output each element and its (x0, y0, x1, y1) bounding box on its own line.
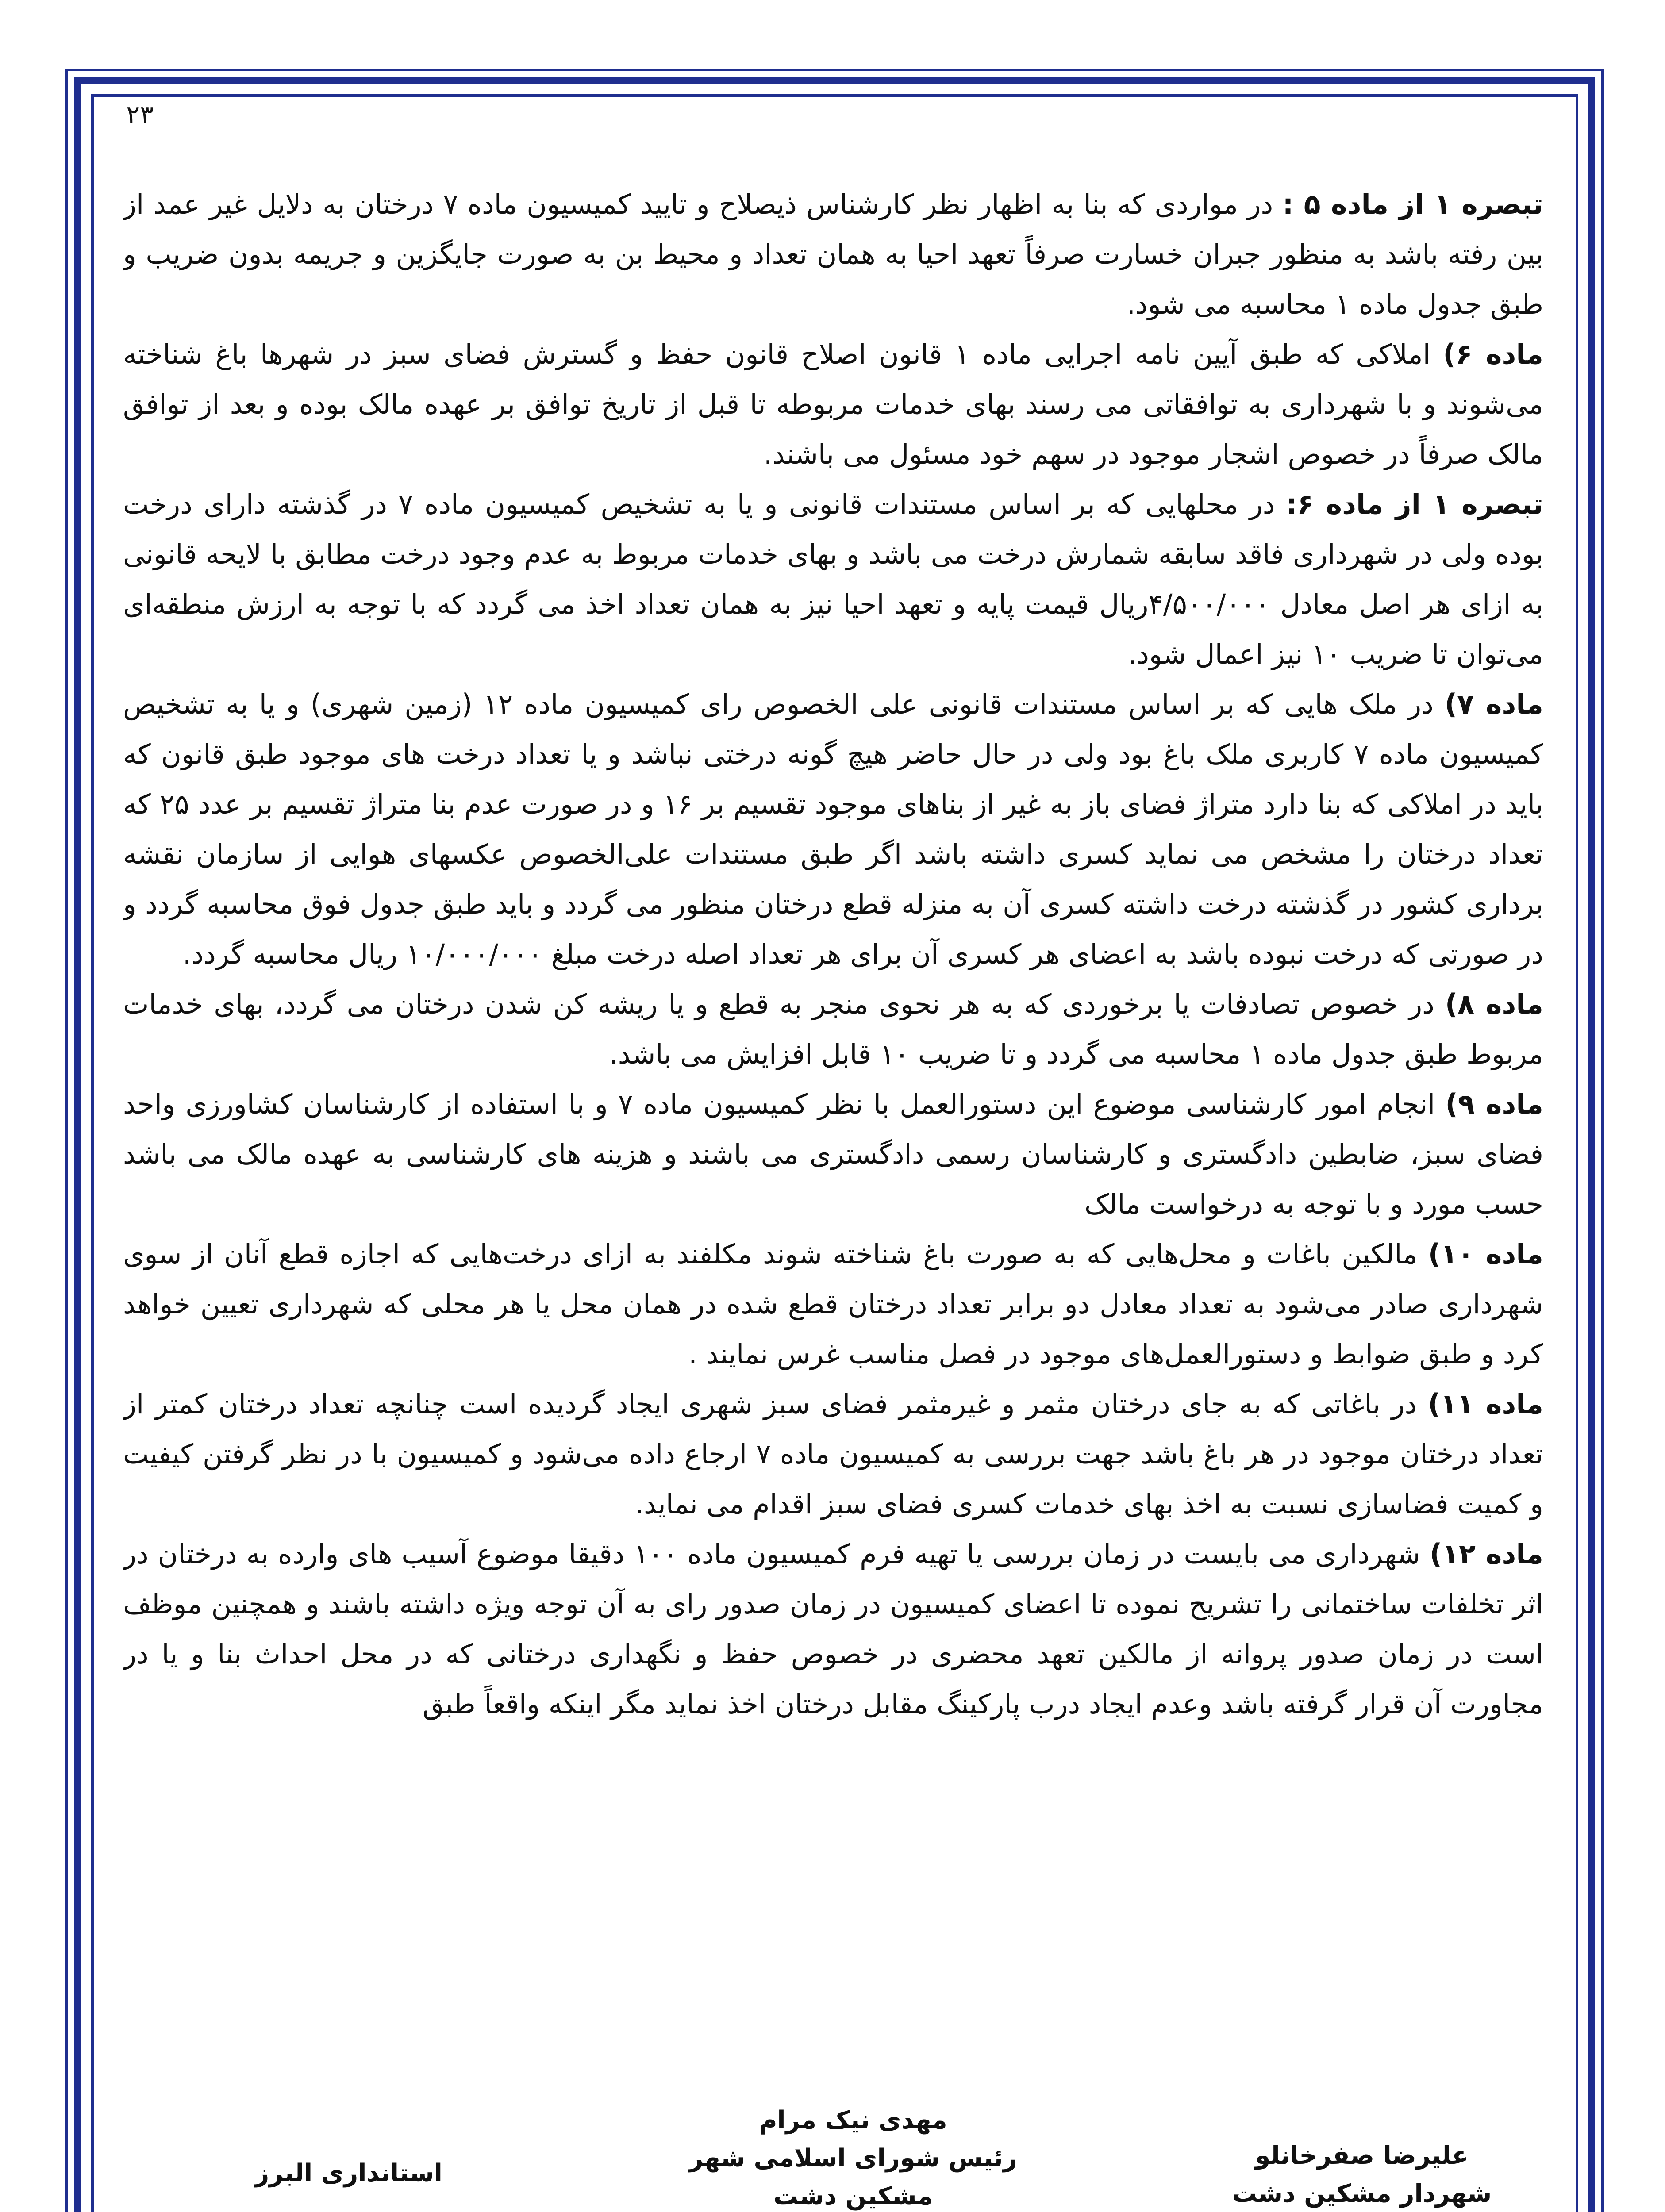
paragraph-article-12 (123, 1529, 1543, 1729)
paragraph-heading: تبصره ۱ از ماده ۵ : (1282, 188, 1543, 220)
paragraph-heading: ماده ۹) (1445, 1088, 1543, 1120)
paragraph-heading: تبصره ۱ از ماده ۶: (1286, 488, 1543, 520)
paragraph-text: املاکی که طبق آیین نامه اجرایی ماده ۱ قانون اصلاح قانون حفظ و گسترش فضای سبز در شهرها باغ شناخته می‌شوند و با شهرداری به توافقاتی می رسند بهای خدمات مربوطه تا قبل از تاریخ توافق بر عهده مالک بوده و بعد از توافق مالک صرفاً در خصوص اشجار موجود در سهم خود مسئول می باشند. (123, 338, 1543, 470)
paragraph-text: در باغاتی که به جای درختان مثمر و غیرمثمر فضای سبز شهری ایجاد گردیده است چنانچه تعداد درختان کمتر از تعداد درختان موجود در هر باغ باشد جهت بررسی به کمیسیون ماده ۷ ارجاع داده می‌شود و کمیسیون با در نظر گرفتن کیفیت و کمیت فضاسازی نسبت به اخذ بهای خدمات کسری فضای سبز اقدام می نماید. (123, 1388, 1543, 1520)
paragraph-article-6 (123, 329, 1543, 479)
page-number: ۲۳ (126, 100, 154, 130)
paragraph-heading: ماده ۸) (1445, 988, 1543, 1020)
signatory-city: مشکین دشت (773, 2182, 933, 2211)
document-body (123, 179, 1543, 2059)
paragraph-note-1-article-5 (123, 179, 1543, 329)
paragraph-text: در ملک هایی که بر اساس مستندات قانونی علی الخصوص رای کمیسیون ماده ۱۲ (زمین شهری) و یا به تشخیص کمیسیون ماده ۷ کاربری ملک باغ بود ولی در حال حاضر هیچ گونه درختی نباشد و یا تعداد درخت های موجود طبق قانون که باید در املاکی که بنا دارد متراژ فضای باز به غیر از بناهای موجود تقسیم بر ۱۶ و در صورت عدم بنا متراژ تقسیم بر عدد ۲۵ که تعداد درختان را مشخص می نماید کسری داشته باشد اگر طبق مستندات علی‌الخصوص عکسهای هوایی از سازمان نقشه برداری کشور در گذشته درخت داشته کسری آن به منزله قطع درختان منظور می گردد و باید طبق جدول فوق محاسبه گردد و در صورتی که درخت نبوده باشد به اعضای هر کسری آن برای هر تعداد اصله درخت مبلغ ۱۰/۰۰۰/۰۰۰ ریال محاسبه گردد. (123, 688, 1543, 970)
paragraph-text: در خصوص تصادفات یا برخوردی که به هر نحوی منجر به قطع و یا ریشه کن شدن درختان می گردد، بهای خدمات مربوط طبق جدول ماده ۱ محاسبه می گردد و تا ضریب ۱۰ قابل افزایش می باشد. (123, 988, 1543, 1070)
paragraph-article-11 (123, 1379, 1543, 1529)
paragraph-heading: ماده ۱۱) (1428, 1388, 1543, 1420)
paragraph-text: انجام امور کارشناسی موضوع این دستورالعمل با نظر کمیسیون ماده ۷ و با استفاده از کارشناسان کشاورزی واحد فضای سبز، ضابطین دادگستری و کارشناسان رسمی دادگستری می باشند و هزینه های کارشناسی به عهده مالک می باشد حسب مورد و با توجه به درخواست مالک (123, 1088, 1543, 1220)
signatory-title: رئیس شورای اسلامی شهر (689, 2144, 1017, 2173)
paragraph-heading: ماده ۶) (1443, 338, 1543, 370)
signatory-title: استانداری البرز (255, 2159, 442, 2188)
paragraph-article-7 (123, 679, 1543, 979)
paragraph-heading: ماده ۱۲) (1429, 1538, 1543, 1570)
paragraph-text: شهرداری می بایست در زمان بررسی یا تهیه فرم کمیسیون ماده ۱۰۰ دقیقا موضوع آسیب های وارده به درختان در اثر تخلفات ساختمانی را تشریح نموده تا اعضای کمیسیون در زمان صدور رای به آن توجه ویژه داشته باشند و همچنین موظف است در زمان صدور پروانه از مالکین تعهد محضری در خصوص حفظ و نگهداری درختانی که در محل احداث بنا و یا در مجاورت آن قرار گرفته باشد وعدم ایجاد درب پارکینگ مقابل درختان اخذ نماید مگر اینکه واقعاً طبق (123, 1538, 1543, 1720)
paragraph-heading: ماده ۱۰) (1428, 1238, 1543, 1270)
signatory-name: مهدی نیک مرام (759, 2106, 947, 2135)
paragraph-article-10 (123, 1229, 1543, 1379)
signatory-name: علیرضا صفرخانلو (1255, 2141, 1469, 2170)
paragraph-article-9 (123, 1079, 1543, 1229)
paragraph-text: مالکین باغات و محل‌هایی که به صورت باغ شناخته شوند مکلفند به ازای درخت‌هایی که اجازه قطع آنان از سوی شهرداری صادر می‌شود به تعداد معادل دو برابر تعداد درختان قطع شده در همان محل یا هر محلی که شهرداری تعیین خواهد کرد و طبق ضوابط و دستورالعمل‌های موجود در فصل مناسب غرس نمایند . (123, 1238, 1543, 1370)
signature-council-head (632, 2101, 1074, 2212)
signature-mayor (1207, 2137, 1517, 2212)
signature-governorate (194, 2154, 504, 2193)
paragraph-article-8 (123, 979, 1543, 1079)
paragraph-note-1-article-6 (123, 479, 1543, 679)
paragraph-text: در محلهایی که بر اساس مستندات قانونی و یا به تشخیص کمیسیون ماده ۷ در گذشته دارای درخت بوده ولی در شهرداری فاقد سابقه شمارش درخت می باشد و بهای خدمات مربوط به عدم وجود درخت مطابق با لایحه قانونی به ازای هر اصل معادل ۴/۵۰۰/۰۰۰ریال قیمت پایه و تعهد احیا نیز به همان تعداد اخذ می گردد که با توجه به ارزش منطقه‌ای می‌توان تا ضریب ۱۰ نیز اعمال شود. (123, 488, 1543, 670)
signatory-title: شهردار مشکین دشت (1232, 2179, 1492, 2208)
paragraph-heading: ماده ۷) (1444, 688, 1543, 720)
signature-block (123, 2088, 1543, 2212)
paragraph-text: در مواردی که بنا به اظهار نظر کارشناس ذیصلاح و تایید کمیسیون ماده ۷ درختان به دلایل غیر عمد از بین رفته باشد به منظور جبران خسارت صرفاً تعهد احیا به همان تعداد و محیط بن به صورت جایگزین و جریمه بدون ضریب و طبق جدول ماده ۱ محاسبه می شود. (123, 188, 1543, 320)
